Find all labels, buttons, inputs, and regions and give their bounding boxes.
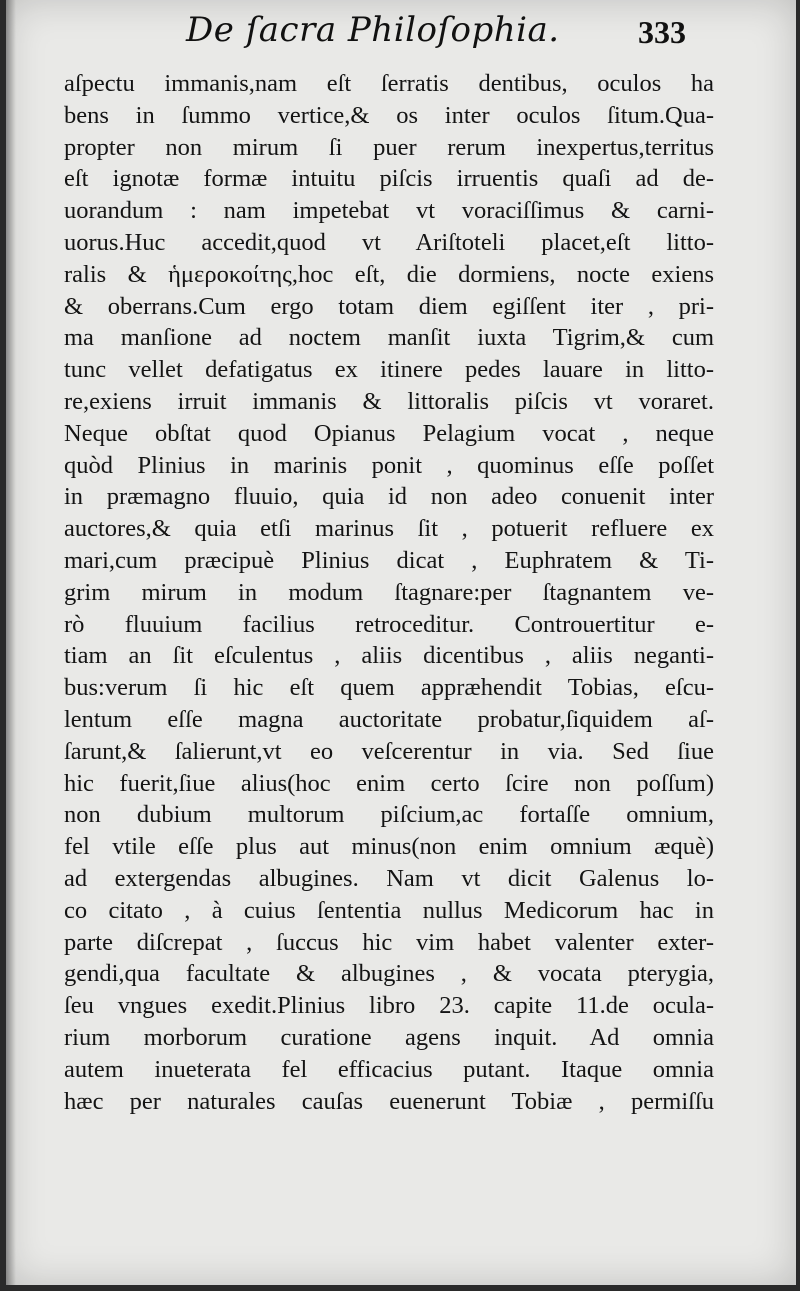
text-line: uorandum : nam impetebat vt voraciſſimus & carni- [64, 197, 714, 225]
text-line: in præmagno fluuio, quia id non adeo conuenit inter [64, 483, 714, 511]
text-line: mari,cum præcipuè Plinius dicat , Euphratem & Ti- [64, 546, 714, 574]
text-line: aſpectu immanis,nam eſt ſerratis dentibus, oculos ha [64, 70, 714, 97]
text-line: propter non mirum ſi puer rerum inexpertus,territus [64, 133, 714, 161]
text-line: rium morborum curatione agens inquit. Ad omnia [64, 1023, 714, 1051]
text-line: fel vtile eſſe plus aut minus(non enim omnium æquè) [64, 833, 714, 861]
text-line: tunc vellet defatigatus ex itinere pedes lauare in litto- [64, 356, 714, 384]
text-line: bus:verum ſi hic eſt quem appræhendit Tobias, eſcu- [64, 674, 714, 702]
text-line: ralis & ἡμεροκοίτης,hoc eſt, die dormiens, nocte exiens [64, 260, 714, 288]
text-line: bens in ſummo vertice,& os inter oculos ſitum.Qua- [64, 101, 714, 129]
text-line: ad extergendas albugines. Nam vt dicit Galenus lo- [64, 864, 714, 892]
body-text [64, 68, 714, 1117]
text-line: rò fluuium facilius retroceditur. Controuertitur e- [64, 610, 714, 638]
text-line: non dubium multorum piſcium,ac fortaſſe omnium, [64, 801, 714, 829]
page-header [6, 10, 796, 60]
running-title: De ſacra Philoſophia. [186, 10, 560, 50]
text-line: uorus.Huc accedit,quod vt Ariſtoteli placet,eſt litto- [64, 228, 714, 256]
text-line: quòd Plinius in marinis ponit , quominus eſſe poſſet [64, 451, 714, 479]
text-line: & oberrans.Cum ergo totam diem egiſſent iter , pri- [64, 292, 714, 320]
text-line: hic fuerit,ſiue alius(hoc enim certo ſcire non poſſum) [64, 769, 714, 797]
text-line: parte diſcrepat , ſuccus hic vim habet valenter exter- [64, 928, 714, 956]
text-line: eſt ignotæ formæ intuitu piſcis irruentis quaſi ad de- [64, 165, 714, 193]
text-line: re,exiens irruit immanis & littoralis piſcis vt voraret. [64, 387, 714, 415]
text-line: grim mirum in modum ſtagnare:per ſtagnantem ve- [64, 578, 714, 606]
book-page [6, 0, 796, 1285]
text-line: Neque obſtat quod Opianus Pelagium vocat , neque [64, 419, 714, 447]
text-line: autem inueterata fel efficacius putant. Itaque omnia [64, 1055, 714, 1083]
text-line: auctores,& quia etſi marinus ſit , potuerit refluere ex [64, 515, 714, 543]
text-line: hæc per naturales cauſas euenerunt Tobiæ , permiſſu [64, 1087, 714, 1115]
text-line: ſeu vngues exedit.Plinius libro 23. capite 11.de ocula- [64, 992, 714, 1020]
text-line: co citato , à cuius ſententia nullus Medicorum hac in [64, 896, 714, 924]
text-line: tiam an ſit eſculentus , aliis dicentibus , aliis neganti- [64, 642, 714, 670]
text-line: lentum eſſe magna auctoritate probatur,ſiquidem aſ- [64, 705, 714, 733]
text-line: gendi,qua facultate & albugines , & vocata pterygia, [64, 960, 714, 988]
text-line: ſarunt,& ſalierunt,vt eo veſcerentur in via. Sed ſiue [64, 737, 714, 765]
text-line: ma manſione ad noctem manſit iuxta Tigrim,& cum [64, 324, 714, 352]
page-number: 333 [638, 14, 686, 50]
